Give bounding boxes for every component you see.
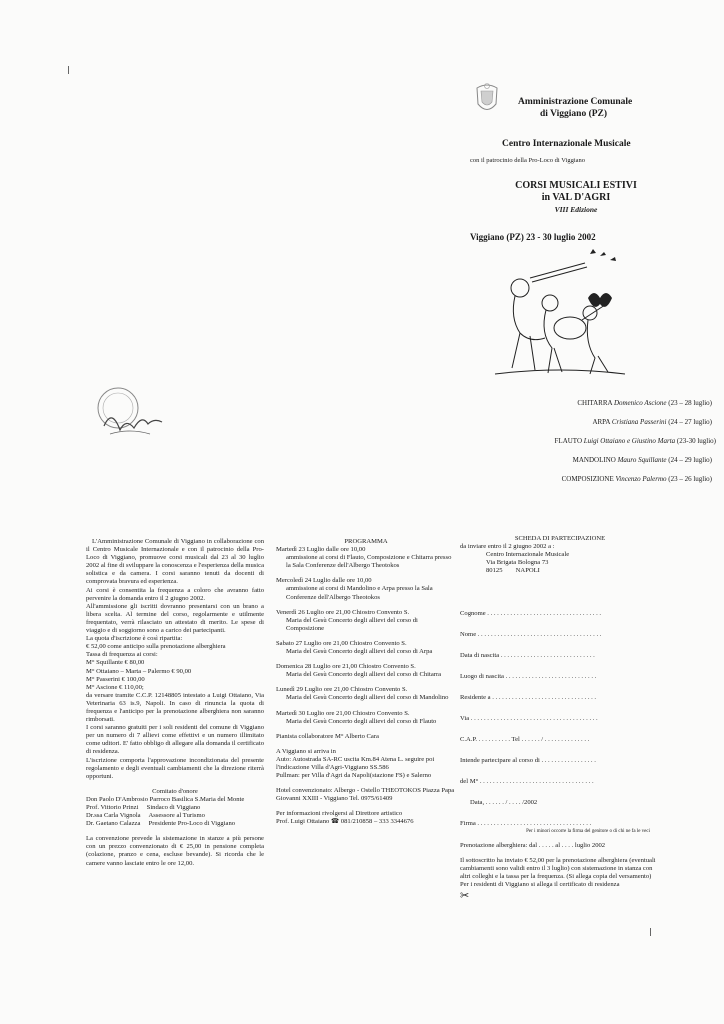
registration-form xyxy=(460,535,660,903)
program-item: Mercoledì 24 Luglio dalle ore 10,00 ammissione ai corsi di Mandolino e Arpa presso la Sala Conferenze dell'Albergo Theotokos xyxy=(276,577,433,601)
payment-paragraph: da versare tramite C.C.P. 12148805 intestato a Luigi Ottaiano, Via Veterinaria 63 is.9, Napoli. In caso di rinuncia la quota di frequenza e l'anticipo per la prenotazione alberghiera non saranno rimborsati. xyxy=(86,691,264,724)
committee-member: Don Paolo D'Ambrosio Parroco Basilica S.Maria del Monte xyxy=(86,795,245,803)
municipal-crest-icon xyxy=(472,82,502,116)
form-field-nome[interactable]: Nome . . . . . . . . . . . . . . . . . . . . . . . . . . . . . . . . . . . . . . xyxy=(460,631,602,639)
program-item: Venerdì 26 Luglio ore 21,00 Chiostro Convento S. Maria del Gesù Concerto degli allievi del corso di Composizione xyxy=(276,608,418,632)
minors-note: Per i minori occorre la firma del genitore o di chi ne fa le veci xyxy=(526,829,650,835)
program-item: Martedì 30 Luglio ore 21,00 Chiostro Convento S. Maria del Gesù Concerto degli allievi del corso di Flauto xyxy=(276,709,437,725)
form-field-cap-phone[interactable]: C.A.P. . . . . . . . . . . Tel . . . . . . / . . . . . . . . . . . . . . xyxy=(460,736,590,744)
hotel-booking-field[interactable]: Prenotazione alberghiera: dal . . . . . al . . . . luglio 2002 xyxy=(460,841,606,849)
form-title: SCHEDA DI PARTECIPAZIONE xyxy=(514,535,606,542)
form-field-course[interactable]: Intende partecipare al corso di . . . . . . . . . . . . . . . . . xyxy=(460,757,596,765)
form-field-residence[interactable]: Residente a . . . . . . . . . . . . . . . . . . . . . . . . . . . . . . . . xyxy=(460,694,597,702)
travel-car: Auto: Autostrada SA-RC uscita Km.84 Atena L. seguire poi l'indicazione Villa d'Agri-Viggiano SS.586 xyxy=(276,755,435,771)
travel-title: A Viggiano si arriva in xyxy=(276,747,336,755)
regulations-column xyxy=(86,538,264,868)
intro-paragraph: L'Amministrazione Comunale di Viggiano in collaborazione con il Centro Musicale Internazionale e con il patrocinio della Pro-Loco di Viggiano, promuove corsi musicali dal 23 al 30 luglio 2002 al fine di sviluppare la conoscenza e l'esperienza della musica solistica e da camera. I corsi saranno tenuti da docenti di comprovata bravura ed esperienza. xyxy=(86,538,264,586)
form-address-line: Via Brigata Bologna 73 xyxy=(486,559,549,567)
program-item: Domenica 28 Luglio ore 21,00 Chiostro Convento S. Maria del Gesù Concerto degli allievi del corso di Chitarra xyxy=(276,663,442,679)
approval-paragraph: L'iscrizione comporta l'approvazione incondizionata del presente regolamento e degli eventuali cambiamenti che la direzione riterrà opportuni. xyxy=(86,756,264,780)
course-title-line2: in VAL D'AGRI xyxy=(541,192,611,203)
pianist-line: Pianista collaboratore M° Alberto Cara xyxy=(276,732,379,740)
residents-paragraph: I corsi saranno gratuiti per i soli residenti del comune di Viggiano per un numero di 7 allievi come effettivi e un numero illimitato come uditori. E' fatto obbligo di allegare alla domanda il certificato di residenza. xyxy=(86,724,264,756)
scissors-icon: ✂ xyxy=(460,890,470,903)
committee-member: Dr. Gaetano Calazza Presidente Pro-Loco di Viggiano xyxy=(86,820,236,828)
admin-line2: di Viggiano (PZ) xyxy=(540,109,608,119)
form-field-teacher[interactable]: del M° . . . . . . . . . . . . . . . . . . . . . . . . . . . . . . . . . . . xyxy=(460,778,594,786)
admin-line1: Amministrazione Comunale xyxy=(518,97,633,107)
committee-member: Dr.ssa Carla Vignola Assessore al Turismo xyxy=(86,812,205,820)
fee-intro: La quota d'iscrizione è così ripartita: xyxy=(86,635,183,643)
fee-line: M° Squillante € 80,00 xyxy=(86,659,145,667)
fee-deposit: € 52,00 come anticipo sulla prenotazione alberghiera xyxy=(86,643,226,651)
form-field-signature[interactable]: Firma . . . . . . . . . . . . . . . . . . . . . . . . . . . . . . . . . . . xyxy=(460,820,592,828)
hotel-info: Hotel convenzionato: Albergo - Ostello THEOTOKOS Piazza Papa Giovanni XXIII - Viggiano Tel. 0975/61409 xyxy=(276,787,455,803)
form-field-birthplace[interactable]: Luogo di nascita . . . . . . . . . . . . . . . . . . . . . . . . . . . . xyxy=(460,673,597,681)
deadline-paragraph: Ai corsi è consentita la frequenza a coloro che avranno fatto pervenire la domanda entro il 2 giugno 2002. xyxy=(86,586,264,602)
municipality-heading xyxy=(518,96,718,120)
course-title-line1: CORSI MUSICALI ESTIVI xyxy=(515,180,637,191)
program-item: Lunedì 29 Luglio ore 21,00 Chiostro Convento S. Maria del Gesù Concerto degli allievi del corso di Mandolino xyxy=(276,686,449,702)
form-address-line: 80125 NAPOLI xyxy=(486,567,540,575)
form-address-line: Centro Internazionale Musicale xyxy=(486,551,570,559)
travel-bus: Pullman: per Villa d'Agri da Napoli(stazione FS) e Salerno xyxy=(276,772,432,780)
contact-info: Per informazioni rivolgersi al Direttore artistico xyxy=(276,810,403,818)
event-dates: Viggiano (PZ) 23 - 30 luglio 2002 xyxy=(470,232,596,242)
form-field-cognome[interactable]: Cognome . . . . . . . . . . . . . . . . . . . . . . . . . . . . . . . . . . . xyxy=(460,610,602,618)
committee-title: Comitato d'onore xyxy=(152,787,198,795)
program-column xyxy=(276,538,456,827)
instrument-row: MANDOLINO Mauro Squillante (24 – 29 luglio) xyxy=(572,456,712,464)
form-field-birthdate[interactable]: Data di nascita . . . . . . . . . . . . . . . . . . . . . . . . . . . . . xyxy=(460,652,595,660)
scan-mark xyxy=(68,66,69,74)
course-title xyxy=(496,180,656,216)
program-item: Martedì 23 Luglio dalle ore 10,00 ammissione ai corsi di Flauto, Composizione e Chitarra presso la Sala Conferenze dell'Albergo Theotokos xyxy=(276,546,452,570)
centro-heading: Centro Internazionale Musicale xyxy=(502,139,631,149)
admission-paragraph: All'ammissione gli iscritti dovranno presentarsi con un brano a libera scelta. Al termine del corso, regolarmente e utilmente frequentato, verrà rilasciato un attestato di merito. Le spese di viaggio e di soggiorno sono a carico dei partecipanti. xyxy=(86,602,264,635)
instrument-row: CHITARRA Domenico Ascione (23 – 28 luglio) xyxy=(577,399,712,407)
musicians-cartoon-icon xyxy=(490,248,630,378)
program-item: Sabato 27 Luglio ore 21,00 Chiostro Convento S. Maria del Gesù Concerto degli allievi del corso di Arpa xyxy=(276,639,433,656)
form-field-street[interactable]: Via . . . . . . . . . . . . . . . . . . . . . . . . . . . . . . . . . . . . . . . xyxy=(460,715,598,723)
deposit-declaration: Il sottoscritto ha inviato € 52,00 per la prenotazione alberghiera (eventuali cambiamenti sono validi entro il 3 luglio) con sistemazione in stanza con altri colleghi e la tassa per la frequenza. (Si allega copia del versamento) xyxy=(460,856,656,880)
instrument-row: ARPA Cristiana Passerini (24 – 27 luglio) xyxy=(592,418,712,426)
program-title: PROGRAMMA xyxy=(344,538,388,545)
patrocinio-text: con il patrocinio della Pro-Loco di Viggiano xyxy=(470,157,586,164)
instruments-list xyxy=(440,394,720,489)
committee-member: Prof. Vittorio Prinzi Sindaco di Viggiano xyxy=(86,804,201,811)
accommodation-paragraph: La convenzione prevede la sistemazione in stanze a più persone con un prezzo convenzionato di € 25,00 in pensione completa (colazione, pranzo e cena, escluse bevande). Si ricorda che le camere vanno lasciate entro le ore 12,00. xyxy=(86,835,264,867)
fee-tuition-label: Tassa di frequenza ai corsi: xyxy=(86,651,158,659)
instrument-row: FLAUTO Luigi Ottaiano e Giustino Marta (23-30 luglio) xyxy=(554,437,716,445)
official-stamp-signature-icon xyxy=(90,378,170,458)
contact-phone: Prof. Luigi Ottaiano ☎ 081/210858 – 333 3344676 xyxy=(276,818,414,826)
scan-mark xyxy=(650,928,651,936)
form-deadline: da inviare entro il 2 giugno 2002 a : xyxy=(460,543,555,551)
fee-line: M° Ottaiano – Marta – Palermo € 90,00 xyxy=(86,667,192,675)
instrument-row: COMPOSIZIONE Vincenzo Palermo (23 – 26 luglio) xyxy=(561,475,712,483)
fee-line: M° Passerini € 100,00 xyxy=(86,675,145,683)
form-field-date[interactable]: Data, . . . . . . / . . . . /2002 xyxy=(470,799,538,807)
edition-label: VIII Edizione xyxy=(554,205,598,214)
fee-line: M° Ascione € 110,00; xyxy=(86,683,144,691)
residents-note: Per i residenti di Viggiano si allega il certificato di residenza xyxy=(460,880,620,888)
